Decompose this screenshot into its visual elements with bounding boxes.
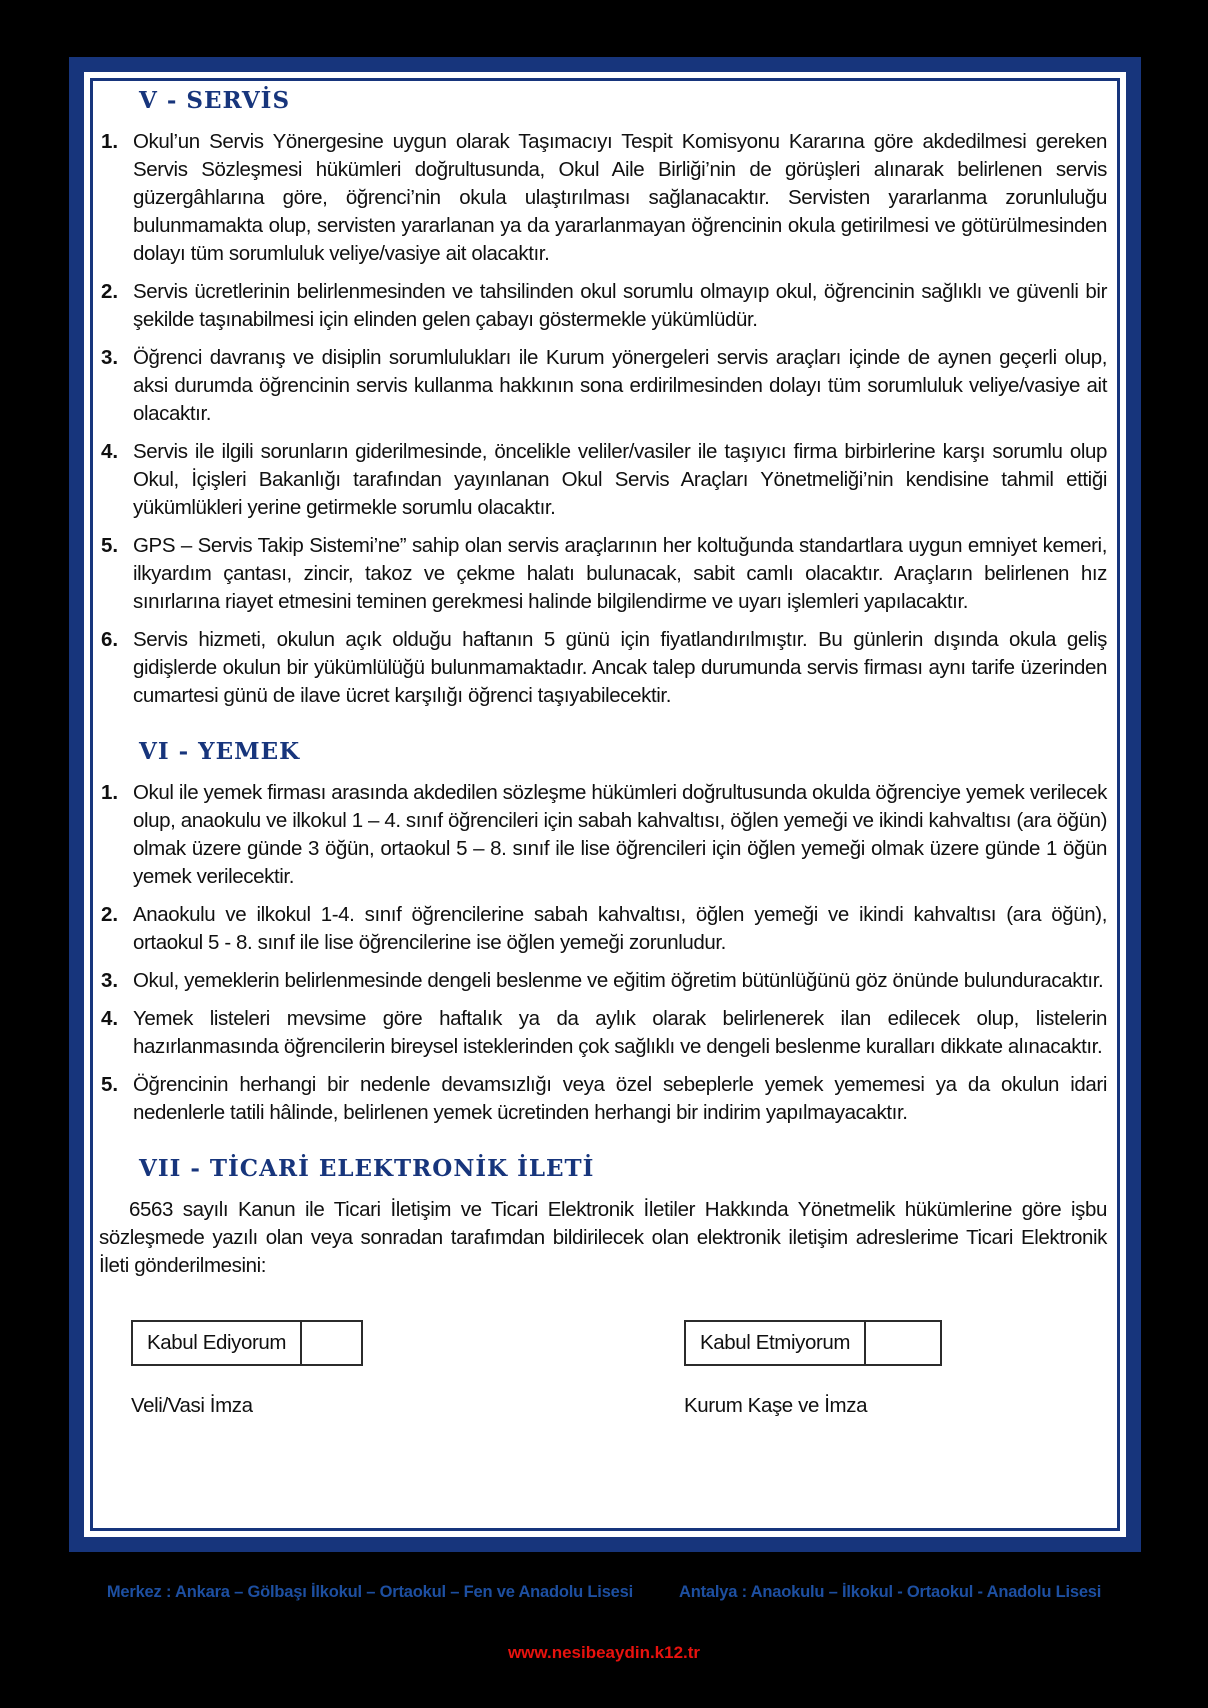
- kabul-ediyorum-label: Kabul Ediyorum: [133, 1322, 302, 1364]
- contract-page: [90, 78, 1120, 1531]
- section-servis: [99, 87, 1107, 710]
- item-text: Servis ile ilgili sorunların giderilmesinde, öncelikle veliler/vasiler ile taşıyıcı firma birbirlerine karşı sorumlu olup Okul, İçişleri Bakanlığı tarafından yayınlanan Okul Servis Araçları Yönetmeliği’nin kendisine tahmil ettiği yükümlükleri yerine getirmekle sorumlu olacaktır.: [133, 440, 1107, 519]
- kabul-ediyorum-checkbox[interactable]: [302, 1322, 356, 1364]
- section-yemek-title: VI - YEMEK: [139, 738, 301, 765]
- item-text: Okul ile yemek firması arasında akdedilen sözleşme hükümleri doğrultusunda okulda öğrenciye yemek verilecek olup, anaokulu ve ilkokul 1 – 4. sınıf öğrencileri için sabah kahvaltısı, öğlen yemeği ve ikindi kahvaltısı (ara öğün) olmak üzere günde 3 öğün, ortaokul 5 – 8. sınıf ile lise öğrencileri için öğlen yemeği olmak üzere günde 1 öğün yemek verilecektir.: [133, 781, 1107, 888]
- list-item: [99, 1005, 1107, 1061]
- item-text: Servis hizmeti, okulun açık olduğu haftanın 5 günü için fiyatlandırılmıştır. Bu günlerin dışında okula geliş gidişlerde okulun bir yükümlülüğü bulunmamaktadır. Ancak talep durumunda servis firması aynı tarife üzerinden cumartesi günü de ilave ücret karşılığı öğrenci taşıyabilecektir.: [133, 628, 1107, 707]
- section-servis-title: V - SERVİS: [139, 87, 291, 114]
- list-item: [99, 344, 1107, 428]
- item-number: 1.: [101, 781, 119, 804]
- list-item: [99, 128, 1107, 268]
- footer-campus-line: [0, 1583, 1208, 1602]
- footer-campus-antalya: Antalya : Anaokulu – İlkokul - Ortaokul - Anadolu Lisesi: [679, 1583, 1102, 1601]
- list-item: [99, 532, 1107, 616]
- kabul-etmiyorum-label: Kabul Etmiyorum: [686, 1322, 866, 1364]
- footer-website-url: www.nesibeaydin.k12.tr: [507, 1643, 701, 1662]
- item-number: 6.: [101, 628, 119, 651]
- kabul-ediyorum-box: [131, 1320, 363, 1366]
- item-number: 3.: [101, 969, 119, 992]
- kurum-kase-imza-label: Kurum Kaşe ve İmza: [684, 1394, 868, 1417]
- list-item: [99, 1071, 1107, 1127]
- item-number: 4.: [101, 440, 119, 463]
- item-number: 1.: [101, 130, 119, 153]
- kabul-etmiyorum-box: [684, 1320, 942, 1366]
- list-item: [99, 779, 1107, 891]
- acceptance-row: [99, 1320, 1107, 1366]
- item-number: 5.: [101, 534, 119, 557]
- signature-row: [99, 1394, 1107, 1418]
- list-item: [99, 438, 1107, 522]
- item-number: 2.: [101, 280, 119, 303]
- item-number: 5.: [101, 1073, 119, 1096]
- item-text: Okul’un Servis Yönergesine uygun olarak Taşımacıyı Tespit Komisyonu Kararına göre akdedilmesi gereken Servis Sözleşmesi hükümleri doğrultusunda, Okul Aile Birliği’nin de görüşleri alınarak belirlenen servis güzergâhlarına göre, öğrenci’nin okula ulaştırılması sağlanacaktır. Servisten yararlanma zorunluluğu bulunmamakta olup, servisten yararlanan ya da yararlanmayan öğrencinin okula getirilmesi ve götürülmesinden dolayı tüm sorumluluk veliye/vasiye ait olacaktır.: [133, 130, 1107, 265]
- item-number: 4.: [101, 1007, 119, 1030]
- list-item: [99, 626, 1107, 710]
- item-text: Servis ücretlerinin belirlenmesinden ve tahsilinden okul sorumlu olmayıp okul, öğrencinin sağlıklı ve güvenli bir şekilde taşınabilmesi için elinden gelen çabayı göstermekle yükümlüdür.: [133, 280, 1107, 331]
- item-number: 2.: [101, 903, 119, 926]
- list-item: [99, 901, 1107, 957]
- section-ticari-title: VII - TİCARİ ELEKTRONİK İLETİ: [139, 1155, 595, 1182]
- item-number: 3.: [101, 346, 119, 369]
- kabul-etmiyorum-checkbox[interactable]: [866, 1322, 920, 1364]
- item-text: Okul, yemeklerin belirlenmesinde dengeli beslenme ve eğitim öğretim bütünlüğünü göz önünde bulunduracaktır.: [133, 969, 1104, 992]
- item-text: GPS – Servis Takip Sistemi’ne” sahip olan servis araçlarının her koltuğunda standartlara uygun emniyet kemeri, ilkyardım çantası, zincir, takoz ve çekme halatı bulunacak, sabit camlı olacaktır. Araçların belirlenen hız sınırlarına riayet etmesini teminen gerekmesi halinde bilgilendirme ve uyarı işlemleri yapılacaktır.: [133, 534, 1107, 613]
- list-item: [99, 278, 1107, 334]
- footer-campus-ankara: Merkez : Ankara – Gölbaşı İlkokul – Ortaokul – Fen ve Anadolu Lisesi: [106, 1583, 634, 1601]
- list-item: [99, 967, 1107, 995]
- contract-page-frame: [69, 57, 1141, 1552]
- section-yemek: [99, 738, 1107, 1127]
- ticari-ileti-paragraph: 6563 sayılı Kanun ile Ticari İletişim ve Ticari Elektronik İletiler Hakkında Yönetmelik hükümlerine göre işbu sözleşmede yazılı olan veya sonradan tarafımdan bildirilecek olan elektronik iletişim adreslerime Ticari Elektronik İleti gönderilmesini:: [99, 1198, 1107, 1277]
- item-text: Anaokulu ve ilkokul 1-4. sınıf öğrencilerine sabah kahvaltısı, öğlen yemeği ve ikindi kahvaltısı (ara öğün), ortaokul 5 - 8. sınıf ile lise öğrencilerine ise öğlen yemeği zorunludur.: [133, 903, 1107, 954]
- section-ticari-elektronik-ileti: [99, 1155, 1107, 1280]
- item-text: Öğrenci davranış ve disiplin sorumlulukları ile Kurum yönergeleri servis araçları içinde de aynen geçerli olup, aksi durumda öğrencinin servis kullanma hakkının sona erdirilmesinden dolayı tüm sorumluluk veliye/vasiye ait olacaktır.: [133, 346, 1107, 425]
- veli-vasi-imza-label: Veli/Vasi İmza: [131, 1394, 253, 1417]
- item-text: Yemek listeleri mevsime göre haftalık ya da aylık olarak belirlenerek ilan edilecek olup, listelerin hazırlanmasında öğrencilerin bireysel isteklerinden çok sağlıklı ve dengeli beslenme kuralları dikkate alınacaktır.: [133, 1007, 1107, 1058]
- item-text: Öğrencinin herhangi bir nedenle devamsızlığı veya özel sebeplerle yemek yememesi ya da okulun idari nedenlerle tatili hâlinde, belirlenen yemek ücretinden herhangi bir indirim yapılmayacaktır.: [133, 1073, 1107, 1124]
